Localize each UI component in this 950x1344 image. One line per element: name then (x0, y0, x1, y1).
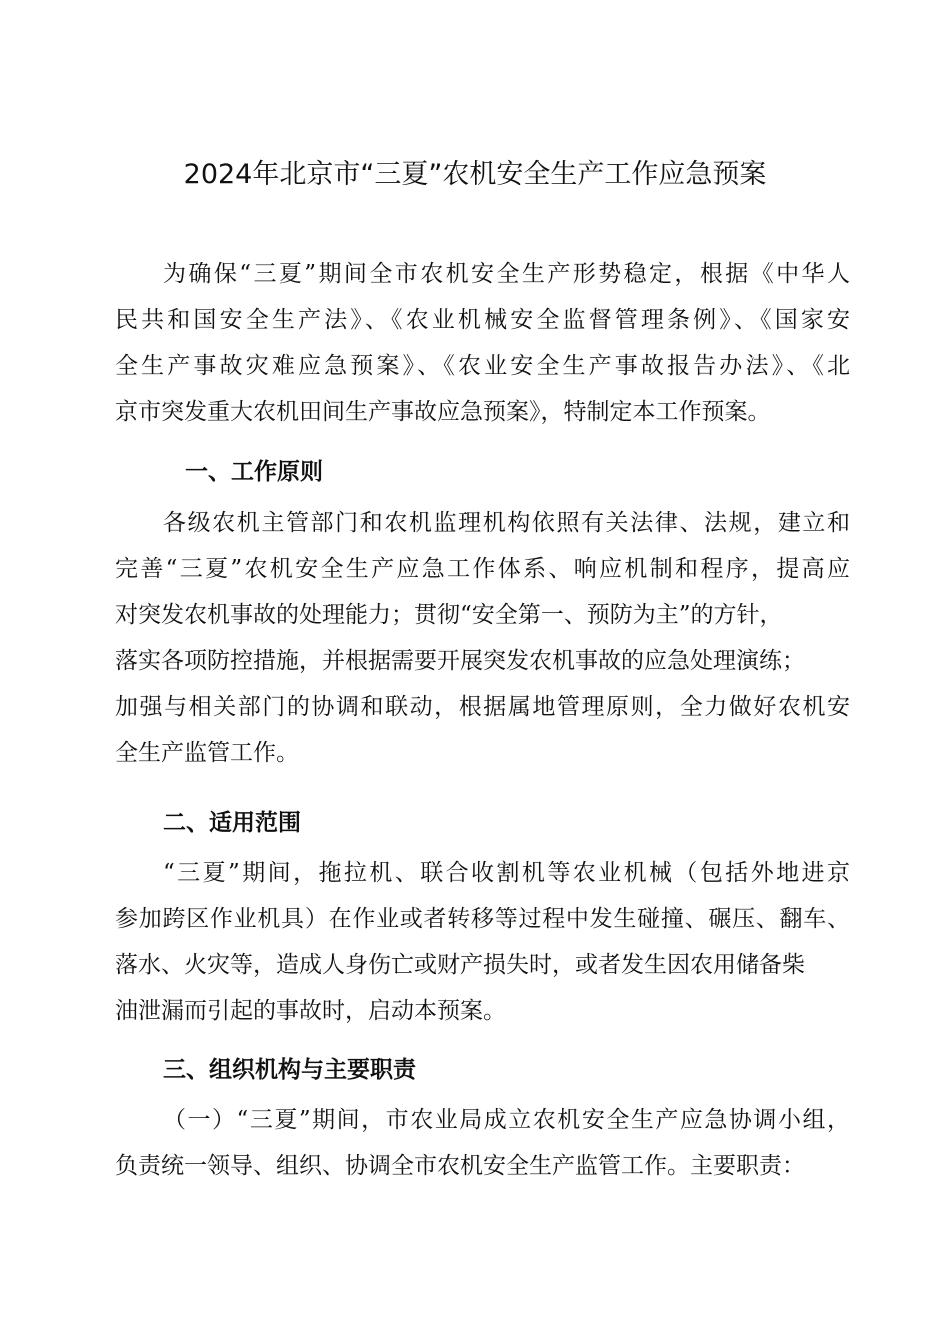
text-line: 全生产事故灾难应急预案》、《农业安全生产事故报告办法》、《北 (115, 353, 850, 379)
text-line: 完善“三夏”农机安全生产应急工作体系、响应机制和程序，提高应 (115, 556, 850, 582)
intro-paragraph (115, 251, 850, 435)
scope-paragraph (115, 850, 850, 1034)
text-line: 各级农机主管部门和农机监理机构依照有关法律、法规，建立和 (163, 510, 850, 536)
text-line: 对突发农机事故的处理能力；贯彻“安全第一、预防为主”的方针， (115, 602, 783, 628)
text-line: 油泄漏而引起的事故时，启动本预案。 (115, 998, 506, 1024)
text-line: 落水、火灾等，造成人身伤亡或财产损失时，或者发生因农用储备柴 (115, 952, 805, 978)
text-line: “三夏”期间，拖拉机、联合收割机等农业机械（包括外地进京 (163, 860, 850, 886)
text-line: 为确保“三夏”期间全市农机安全生产形势稳定，根据《中华人 (163, 261, 850, 287)
organization-paragraph (115, 1097, 850, 1189)
section-heading-organization: 三、组织机构与主要职责 (163, 1057, 416, 1083)
section-heading-principles: 一、工作原则 (185, 459, 323, 485)
text-line: 全生产监管工作。 (115, 740, 299, 766)
text-line: 京市突发重大农机田间生产事故应急预案》，特制定本工作预案。 (115, 399, 771, 425)
text-line: 加强与相关部门的协调和联动，根据属地管理原则，全力做好农机安 (115, 694, 850, 720)
text-line: 落实各项防控措施，并根据需要开展突发农机事故的应急处理演练； (115, 648, 805, 674)
principles-paragraph (115, 500, 850, 776)
text-line: 负责统一领导、组织、协调全市农机安全生产监管工作。主要职责： (115, 1153, 805, 1179)
document-title: 2024年北京市“三夏”农机安全生产工作应急预案 (183, 159, 767, 190)
section-heading-scope: 二、适用范围 (163, 810, 301, 836)
text-line: （一）“三夏”期间，市农业局成立农机安全生产应急协调小组， (163, 1107, 850, 1133)
text-line: 参加跨区作业机具）在作业或者转移等过程中发生碰撞、碾压、翻车、 (115, 906, 850, 932)
text-line: 民共和国安全生产法》、《农业机械安全监督管理条例》、《国家安 (115, 307, 850, 333)
